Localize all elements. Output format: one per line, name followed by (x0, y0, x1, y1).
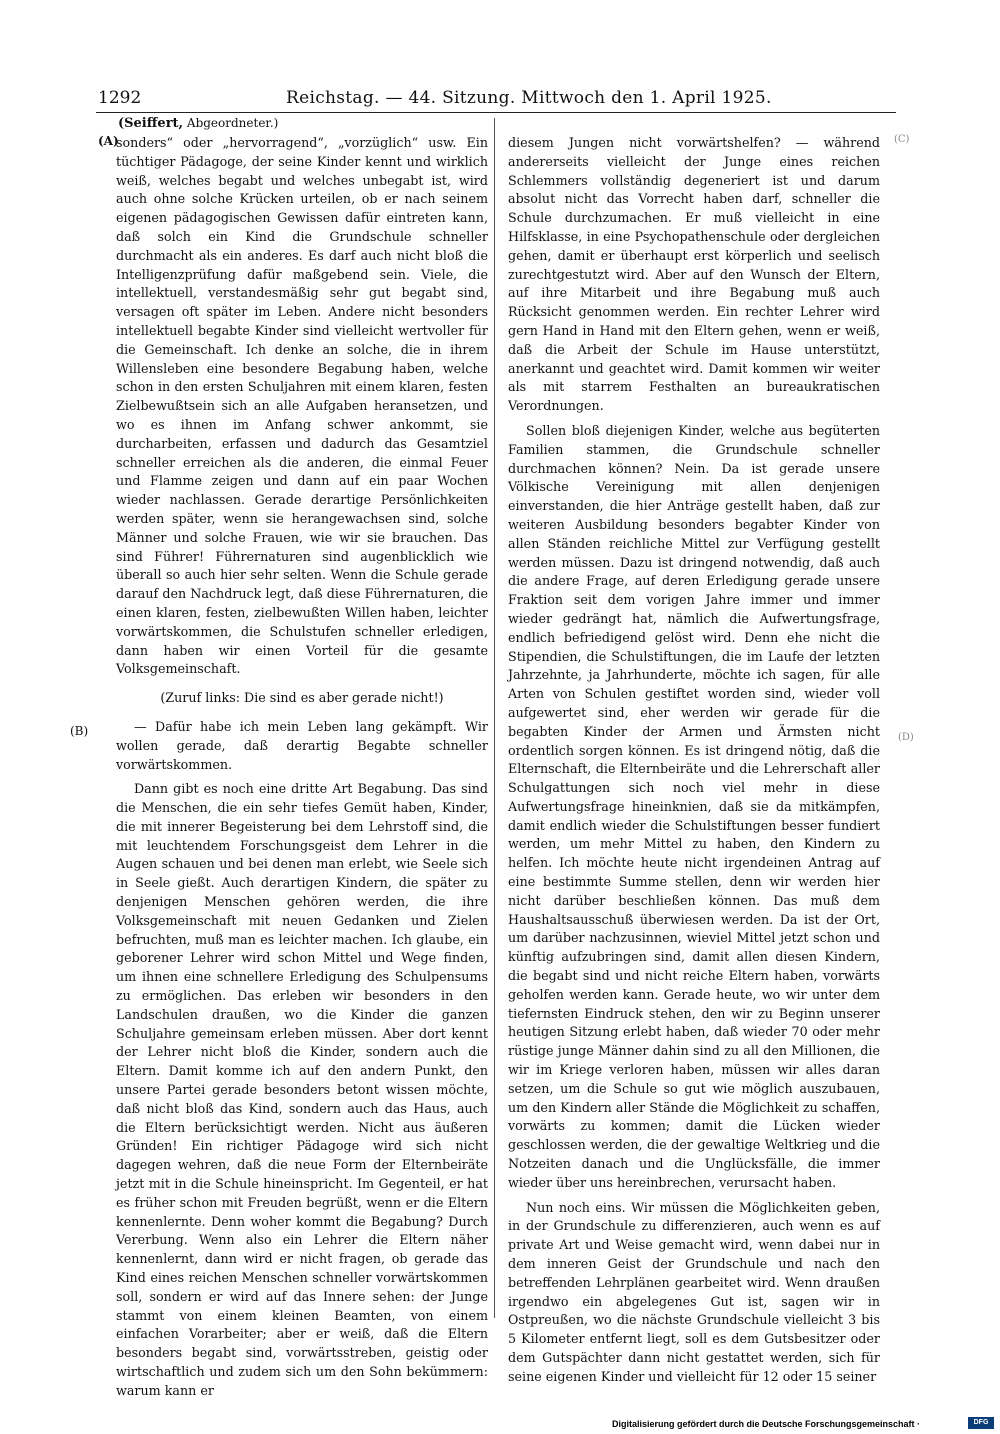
dfg-logo: DFG (968, 1417, 994, 1429)
running-head: Reichstag. — 44. Sitzung. Mittwoch den 1. April 1925. (286, 88, 772, 108)
margin-mark-d: (D) (898, 732, 914, 743)
left-paragraph-3: Dann gibt es noch eine dritte Art Begabung. Das sind die Menschen, die ein sehr tiefes Gemüt haben, Kinder, die mit innerer Begeisterung bei dem Lehrstoff sind, die mit leuchtendem Forschungsgeist dem Lehrer in die Augen schauen und bei denen man erlebt, wie Seele sich in Seele gießt. Auch derartigen Kindern, die später zu denjenigen Menschen gehören werden, die ihre Volksgemeinschaft mit neuen Gedanken und Zielen befruchten, muß man es leichter machen. Ich glaube, ein geborener Lehrer wird schon Mittel und Wege finden, um ihnen eine schnellere Erledigung des Schulpensums zu ermöglichen. Das erleben wir besonders in den Landschulen draußen, wo die Kinder die ganzen Schuljahre gemeinsam erleben müssen. Aber dort kennt der Lehrer nicht bloß die Kinder, sondern auch die Eltern. Damit komme ich auf den andern Punkt, den unsere Partei gerade besonders betont wissen möchte, daß nicht bloß das Kind, sondern auch das Haus, auch die Eltern berücksichtigt werden. Nicht aus äußeren Gründen! Ein richtiger Pädagoge wird sich nicht dagegen wehren, daß die neue Form der Elternbeiräte jetzt mit in die Schule hineinspricht. Im Gegenteil, er hat es früher schon mit Freuden begrüßt, wenn er die Eltern kennenlernte. Denn woher kommt die Begabung? Durch Vererbung. Wenn also ein Lehrer die Eltern näher kennenlernt, dann wird er nicht fragen, ob gerade das Kind eines reichen Menschen schneller vorwärtskommen soll, sondern er wird auf das Innere sehen: der Junge stammt von einem kleinen Beamten, von einem einfachen Vorarbeiter; aber er weiß, daß die Eltern besonders begabt sind, vorwärtsstreben, geistig oder wirtschaftlich und zudem sich um den Sohn bekümmern: warum kann er (116, 781, 488, 1398)
right-paragraph-2: Sollen bloß diejenigen Kinder, welche aus begüterten Familien stammen, die Grundschule schneller durchmachen können? Nein. Da ist gerade unsere Völkische Vereinigung mit allen denjenigen einverstanden, die hier Anträge gestellt haben, daß zur weiteren Ausbildung besonders begabter Kinder von allen Ständen reichliche Mittel zur Verfügung gestellt werden müssen. Dazu ist dringend notwendig, daß auch die andere Frage, auf deren Erledigung gerade unsere Fraktion seit dem vorigen Jahre immer und immer wieder gedrängt hat, nämlich die Aufwertungsfrage, endlich befriedigend gelöst wird. Denn ehe nicht die Stipendien, die Schulstiftungen, die im Laufe der letzten Jahrzehnte, ja Jahrhunderte, möchte ich sagen, für alle Arten von Schulen gestiftet worden sind, wieder voll aufgewertet sind, eher werden wir gerade für die begabten Kinder der Armen und Ärmsten nicht ordentlich sorgen können. Es ist dringend nötig, daß die Elternschaft, die Elternbeiräte und die Lehrerschaft aller Schulgattungen sich noch viel mehr in diese Aufwertungsfrage hineinknien, daß sie da mitkämpfen, damit endlich wieder die Schulstiftungen besser fundiert werden, um mehr Mittel zu haben, den Kindern zu helfen. Ich möchte heute nicht irgendeinen Antrag auf eine bestimmte Summe stellen, denn wir werden hier nicht darüber beschließen können. Das muß dem Haushaltsausschuß überwiesen werden. Da ist der Ort, um darüber nachzusinnen, wieviel Mittel jetzt schon und künftig aufzubringen sind, damit allen diesen Kindern, die begabt sind und nicht reiche Eltern haben, vorwärts geholfen werden kann. Gerade heute, wo wir unter dem tiefernsten Eindruck stehen, den wir zu Beginn unserer heutigen Sitzung erlebt haben, daß wieder 70 oder mehr rüstige junge Männer dahin sind zu all den Millionen, die wir im Kriege verloren haben, müssen wir alles daran setzen, um die Schule so gut wie möglich auszubauen, um den Kindern aller Stände die Möglichkeit zu schaffen, vorwärts zu kommen; damit die Lücken wieder geschlossen werden, die der gewaltige Weltkrieg und die Notzeiten danach und die Unglücksfälle, die immer wieder über uns hereinbrechen, verursacht haben. (508, 422, 880, 1190)
speaker-role: Abgeordneter.) (186, 116, 279, 130)
speaker-label (118, 116, 278, 131)
interjection: (Zuruf links: Die sind es aber gerade nicht!) (160, 690, 444, 706)
left-paragraph-1: sonders“ oder „hervorragend“, „vorzüglich“ usw. Ein tüchtiger Pädagoge, der seine Kinder kennt und wirklich weiß, welches begabt und welches unbegabt ist, wird auch ohne solche Krücken urteilen, ob er nach seinem eigenen pädagogischen Gewissen dafür eintreten kann, daß solch ein Kind die Grundschule schneller durchmacht als ein anderes. Es darf auch nicht bloß die Intelligenzprüfung dafür maßgebend sein. Viele, die intellektuell, verstandesmäßig sehr gut begabt sind, versagen oft später im Leben. Andere nicht besonders intellektuell begabte Kinder sind vielleicht wertvoller für die Gemeinschaft. Ich denke an solche, die in ihrem Willensleben eine besondere Begabung haben, welche schon in den ersten Schuljahren mit einem klaren, festen Zielbewußtsein sich an alle Aufgaben heransetzen, und wo es ihnen im Anfang schwer ankommt, sie durcharbeiten, erfassen und dadurch das Gesamtziel schneller erreichen als die anderen, die einmal Feuer und Flamme zeigen und dann auf ein paar Wochen wieder nachlassen. Gerade derartige Persönlichkeiten werden später, wenn sie herangewachsen sind, solche Männer und solche Frauen, wie wir sie brauchen. Das sind Führer! Führernaturen sind augenblicklich wie überall so auch hier sehr selten. Wenn die Schule gerade darauf den Nachdruck legt, daß diese Führernaturen, die einen klaren, festen, zielbewußten Willen haben, leichter vorwärtskommen, die Schulstufen schneller erledigen, dann haben wir einen Vorteil für die gesamte Volksgemeinschaft. (116, 135, 488, 677)
left-column (116, 134, 488, 1401)
right-paragraph-1: diesem Jungen nicht vorwärtshelfen? — während andererseits vielleicht der Junge eines reichen Schlemmers vollständig degeneriert ist und darum absolut nicht das Vorrecht haben darf, schneller die Schule durchzumachen. Er muß vielleicht in eine Hilfsklasse, in eine Psychopathenschule oder dergleichen gehen, damit er überhaupt erst körperlich und seelisch zurechtgestutzt wird. Aber auf den Wunsch der Eltern, auf ihre Mitarbeit und ihre Begabung muß auch Rücksicht genommen werden. Ein rechter Lehrer wird gern Hand in Hand mit den Eltern gehen, wenn er weiß, daß die Arbeit der Schule im Hause unterstützt, anerkannt und geachtet wird. Damit kommen wir weiter als mit starrem Festhalten an bureaukratischen Verordnungen. (508, 135, 880, 414)
right-column (508, 134, 880, 1387)
margin-mark-b: (B) (70, 724, 89, 738)
header-rule (96, 112, 896, 113)
column-divider (494, 118, 495, 1318)
margin-mark-c: (C) (894, 134, 910, 145)
right-paragraph-3: Nun noch eins. Wir müssen die Möglichkeiten geben, in der Grundschule zu differenzieren, auch wenn es auf private Art und Weise gemacht wird, wenn dabei nur in dem inneren Geist der Grundschule und nach den betreffenden Lehrplänen gearbeitet wird. Wenn draußen irgendwo ein abgelegenes Gut ist, sagen wir in Ostpreußen, wo die nächste Grundschule vielleicht 3 bis 5 Kilometer entfernt liegt, soll es dem Gutsbesitzer oder dem Gutspächter dann nicht gestattet werden, sich für seine eigenen Kinder und vielleicht für 12 oder 15 seiner (508, 1199, 880, 1384)
margin-mark-a: (A) (98, 134, 119, 148)
footer-credit: Digitalisierung gefördert durch die Deutsche Forschungsgemeinschaft · (612, 1419, 921, 1429)
left-paragraph-2: — Dafür habe ich mein Leben lang gekämpft. Wir wollen gerade, daß derartig Begabte schneller vorwärtskommen. (116, 718, 488, 772)
page-number: 1292 (98, 88, 142, 108)
speaker-name: (Seiffert, (118, 116, 184, 131)
